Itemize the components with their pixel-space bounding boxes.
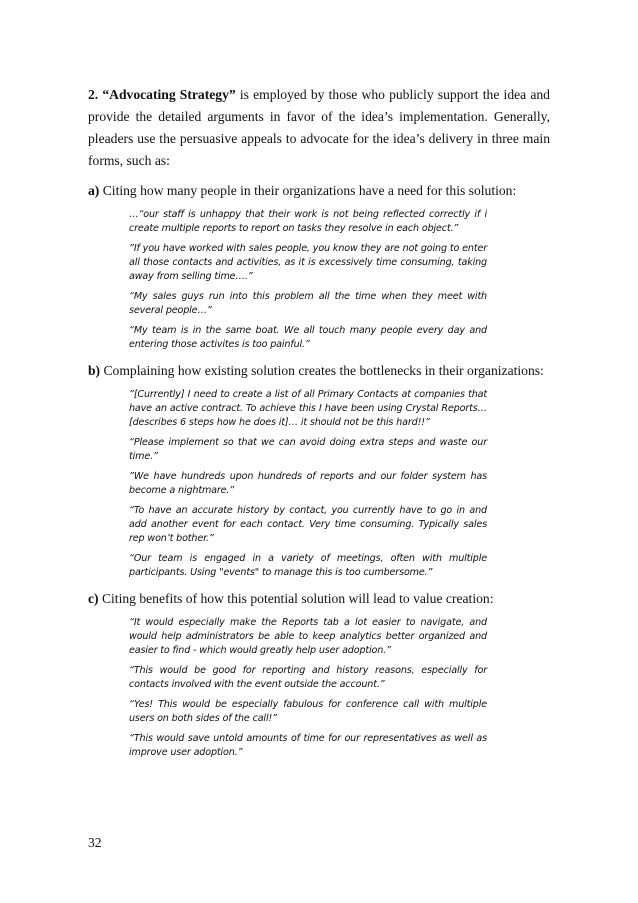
- intro-paragraph: [88, 84, 550, 172]
- quote-list-c: [129, 616, 487, 760]
- quote-item: “My sales guys run into this problem all the time when they meet with several people…”: [129, 291, 487, 316]
- section-text-b: Complaining how existing solution creates the bottlenecks in their organizations:: [100, 363, 544, 378]
- section-text-c: Citing benefits of how this potential solution will lead to value creation:: [98, 591, 494, 606]
- section-heading-a: [88, 180, 550, 202]
- quote-item: “This would save untold amounts of time for our representatives as well as improve user adoption.”: [129, 733, 487, 758]
- section-label-a: a): [88, 183, 100, 198]
- quote-item: “This would be good for reporting and history reasons, especially for contacts involved with the event outside the account.”: [129, 665, 487, 690]
- section-text-a: Citing how many people in their organizations have a need for this solution:: [99, 183, 517, 198]
- page-number: 32: [88, 835, 102, 850]
- section-label-c: c): [88, 591, 99, 606]
- section-heading-c: [88, 588, 550, 610]
- quote-item: “Please implement so that we can avoid doing extra steps and waste our time.”: [129, 437, 487, 462]
- quote-item: “Yes! This would be especially fabulous for conference call with multiple users on both sides of the call!”: [129, 699, 487, 724]
- quote-item: “My team is in the same boat. We all touch many people every day and entering those activites is too painful.”: [129, 325, 487, 350]
- quote-item: “It would especially make the Reports tab a lot easier to navigate, and would help administrators be able to keep analytics better organized and easier to find - which would greatly help user adoption.”: [129, 617, 487, 656]
- quote-item: “Our team is engaged in a variety of meetings, often with multiple participants. Using "events" to manage this is too cumbersome.”: [129, 553, 487, 578]
- quote-item: ”If you have worked with sales people, you know they are not going to enter all those contacts and activities, as it is excessively time consuming, taking away from selling time….”: [129, 243, 487, 282]
- section-heading-b: [88, 360, 550, 382]
- intro-lead: 2. “Advocating Strategy”: [88, 87, 236, 102]
- quote-item: ”We have hundreds upon hundreds of reports and our folder system has become a nightmare.”: [129, 471, 487, 496]
- quote-list-b: [129, 388, 487, 580]
- section-label-b: b): [88, 363, 101, 378]
- quote-list-a: [129, 208, 487, 352]
- quote-item: “To have an accurate history by contact, you currently have to go in and add another event for each contact. Very time consuming. Typically sales rep won’t bother.”: [129, 505, 487, 544]
- page-content: [88, 84, 550, 766]
- quote-item: ”[Currently] I need to create a list of all Primary Contacts at companies that have an active contract. To achieve this I have been using Crystal Reports… [describes 6 steps how he does it]… it should not be this hard!!”: [129, 389, 487, 428]
- intro-text: is employed by those who publicly support the idea and provide the detailed arguments in favor of the idea’s implementation. Generally, pleaders use the persuasive appeals to advocate for the idea’s delivery in three main forms, such as:: [88, 87, 550, 168]
- quote-item: …“our staff is unhappy that their work is not being reflected correctly if i create multiple reports to report on tasks they resolve in each object.”: [129, 209, 487, 234]
